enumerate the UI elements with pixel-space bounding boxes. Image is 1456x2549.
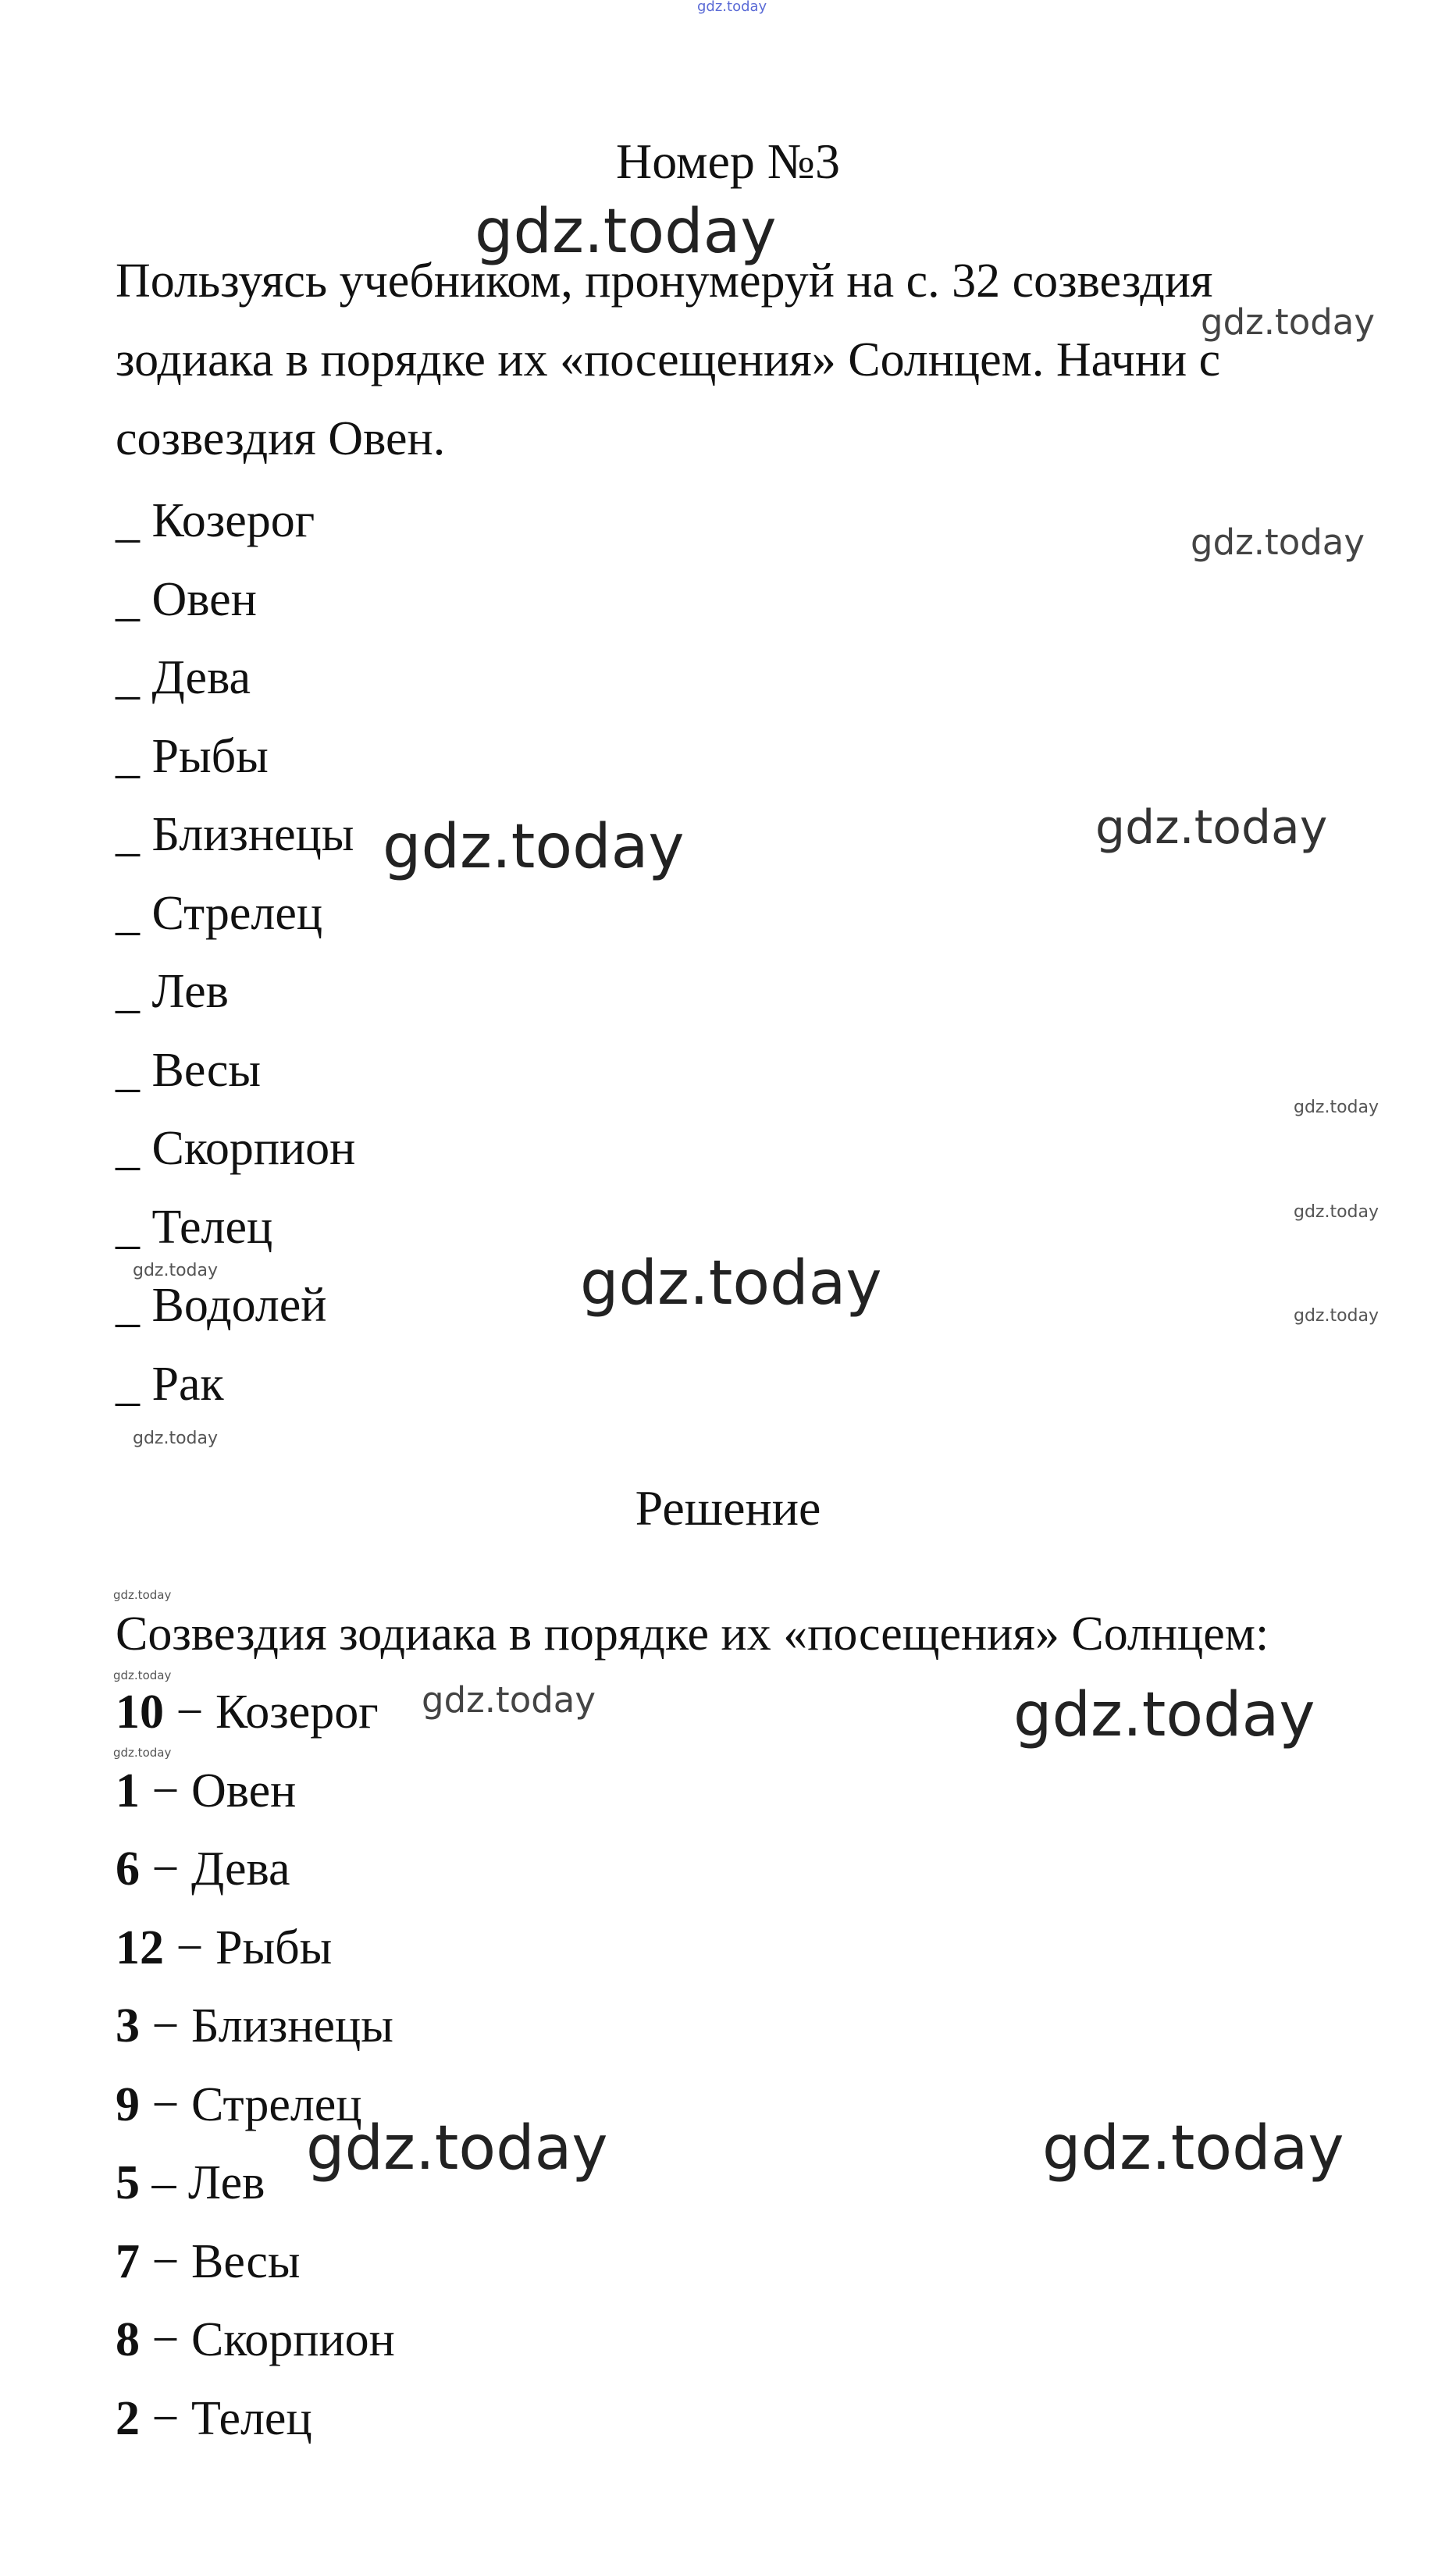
answer-name: − Весы — [140, 2234, 301, 2288]
watermark: gdz.today — [580, 1248, 882, 1319]
answer-number: 3 — [116, 1999, 140, 2052]
watermark: gdz.today — [306, 2113, 608, 2184]
watermark: gdz.today — [113, 1668, 172, 1682]
watermark: gdz.today — [1294, 1202, 1379, 1222]
solution-intro: Созвездия зодиака в порядке их «посещения» Солнцем: — [116, 1607, 1269, 1661]
answer-number: 2 — [116, 2391, 140, 2445]
answer-item — [116, 2301, 395, 2380]
task-line: Пользуясь учебником, пронумеруй на с. 32 созвездия — [116, 255, 1213, 308]
watermark: gdz.today — [1201, 301, 1376, 343]
answer-item — [116, 1673, 395, 1752]
answer-list — [116, 1673, 395, 2458]
answer-number: 1 — [116, 1764, 140, 1817]
answer-name: − Скорпион — [140, 2313, 395, 2366]
list-item: _ Близнецы — [116, 808, 354, 861]
list-item: _ Дева — [116, 651, 251, 704]
watermark: gdz.today — [1095, 800, 1328, 855]
task-line: созвездия Овен. — [116, 412, 446, 465]
answer-number: 5 — [116, 2156, 140, 2209]
answer-name: − Близнецы — [140, 1999, 393, 2052]
list-item: _ Рыбы — [116, 729, 269, 783]
watermark: gdz.today — [475, 197, 777, 267]
answer-item — [116, 1752, 395, 1831]
answer-item — [116, 2380, 395, 2458]
constellation-list — [116, 482, 355, 1423]
answer-name: − Овен — [140, 1764, 297, 1817]
answer-name: – Лев — [140, 2156, 265, 2209]
list-item: _ Телец — [116, 1200, 273, 1254]
answer-item — [116, 1830, 395, 1909]
watermark: gdz.today — [113, 1746, 172, 1760]
list-item: _ Овен — [116, 572, 257, 626]
answer-name: − Козерог — [164, 1686, 379, 1739]
list-item: _ Рак — [116, 1357, 224, 1411]
answer-item — [116, 1909, 395, 1988]
list-item: _ Лев — [116, 965, 229, 1018]
answer-number: 8 — [116, 2313, 140, 2366]
answer-name: − Стрелец — [140, 2077, 362, 2131]
task-line: зодиака в порядке их «посещения» Солнцем. Начни с — [116, 333, 1221, 386]
answer-name: − Дева — [140, 1842, 290, 1896]
answer-item — [116, 1987, 395, 2066]
answer-name: − Рыбы — [164, 1921, 333, 1974]
watermark: gdz.today — [1013, 1680, 1315, 1750]
answer-number: 12 — [116, 1921, 164, 1974]
answer-item — [116, 2223, 395, 2302]
watermark: gdz.today — [383, 812, 685, 882]
list-item: _ Скорпион — [116, 1122, 356, 1175]
watermark: gdz.today — [113, 1588, 172, 1602]
list-item: _ Козерог — [116, 494, 315, 547]
answer-name: − Телец — [140, 2391, 312, 2445]
watermark: gdz.today — [697, 0, 767, 15]
watermark: gdz.today — [1294, 1098, 1379, 1117]
answer-number: 10 — [116, 1686, 164, 1739]
answer-number: 7 — [116, 2234, 140, 2288]
answer-number: 9 — [116, 2077, 140, 2131]
list-item: _ Весы — [116, 1043, 262, 1097]
page-title: Номер №3 — [616, 134, 840, 189]
list-item: _ Водолей — [116, 1279, 327, 1332]
watermark: gdz.today — [1042, 2113, 1344, 2184]
task-statement — [116, 242, 1396, 479]
watermark: gdz.today — [133, 1429, 219, 1448]
watermark: gdz.today — [1191, 522, 1365, 563]
answer-number: 6 — [116, 1842, 140, 1896]
watermark: gdz.today — [1294, 1306, 1379, 1326]
solution-title: Решение — [635, 1480, 821, 1536]
watermark: gdz.today — [133, 1261, 219, 1280]
watermark: gdz.today — [422, 1679, 596, 1721]
list-item: _ Стрелец — [116, 886, 323, 940]
